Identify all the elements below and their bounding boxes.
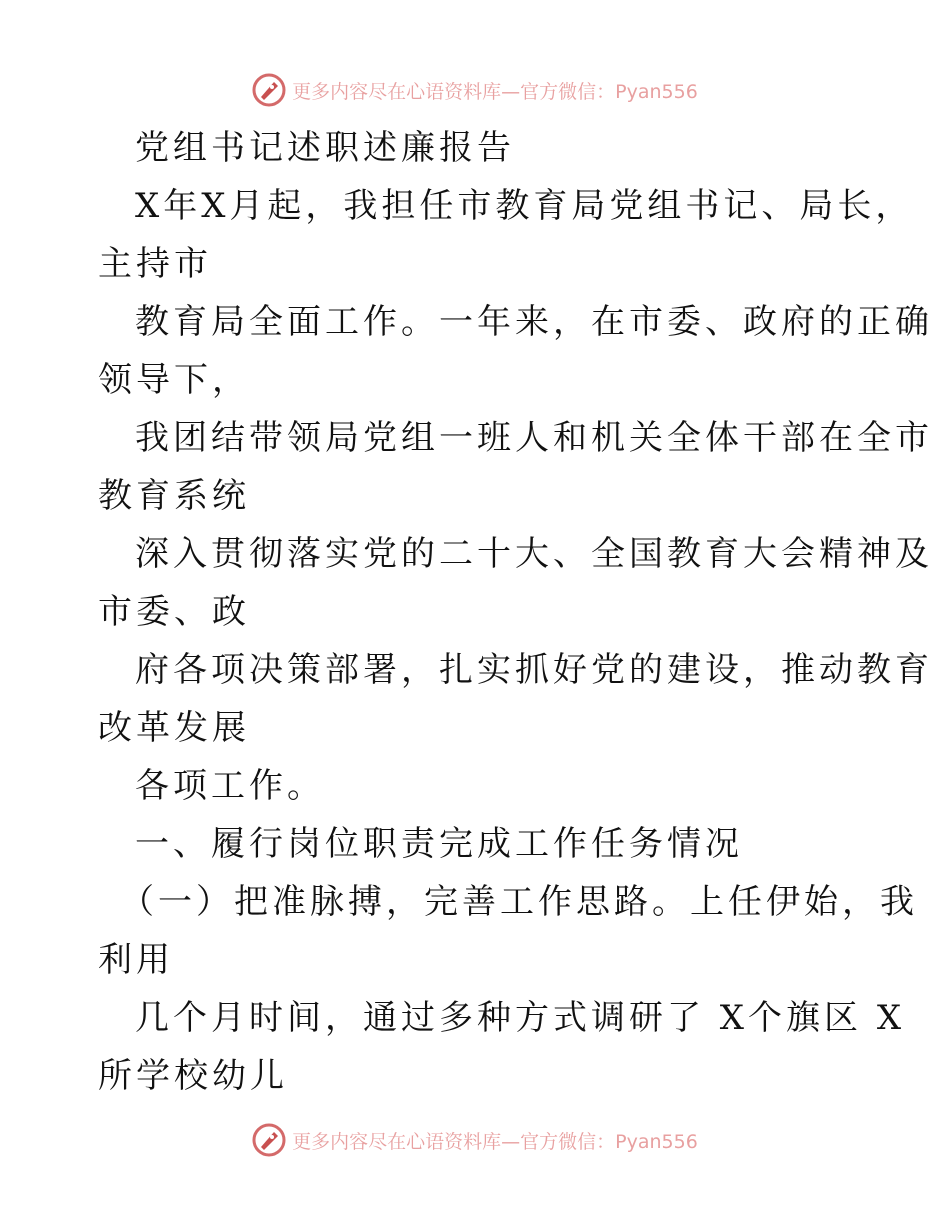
- paragraph-line: 主持市: [98, 244, 212, 284]
- paragraph-line: 所学校幼儿: [98, 1056, 288, 1096]
- pen-nib-circle-icon: [252, 73, 286, 107]
- pen-nib-circle-icon: [252, 1123, 286, 1157]
- paragraph-line: 各项工作。: [135, 766, 325, 806]
- header-watermark: [0, 70, 950, 110]
- paragraph-line: X年X月起，我担任市教育局党组书记、局长，: [135, 186, 914, 226]
- watermark-text: 更多内容尽在心语资料库—官方微信：Pyan556: [292, 1130, 698, 1153]
- paragraph-line: 利用: [98, 940, 174, 980]
- paragraph-line: 我团结带领局党组一班人和机关全体干部在全市: [135, 418, 933, 458]
- paragraph-line: 领导下，: [98, 360, 250, 400]
- paragraph-line: 几个月时间，通过多种方式调研了 X个旗区 X: [135, 998, 906, 1038]
- section-heading: 一、履行岗位职责完成工作任务情况: [135, 824, 743, 864]
- paragraph-line: 市委、政: [98, 592, 250, 632]
- paragraph-line: 府各项决策部署，扎实抓好党的建设，推动教育: [135, 650, 933, 690]
- paragraph-line: （一）把准脉搏，完善工作思路。上任伊始，我: [120, 882, 918, 922]
- paragraph-line: 深入贯彻落实党的二十大、全国教育大会精神及: [135, 534, 933, 574]
- document-title: 党组书记述职述廉报告: [135, 128, 515, 168]
- footer-watermark: [0, 1120, 950, 1160]
- paragraph-line: 教育局全面工作。一年来，在市委、政府的正确: [135, 302, 933, 342]
- paragraph-line: 改革发展: [98, 708, 250, 748]
- watermark-text: 更多内容尽在心语资料库—官方微信：Pyan556: [292, 80, 698, 103]
- paragraph-line: 教育系统: [98, 476, 250, 516]
